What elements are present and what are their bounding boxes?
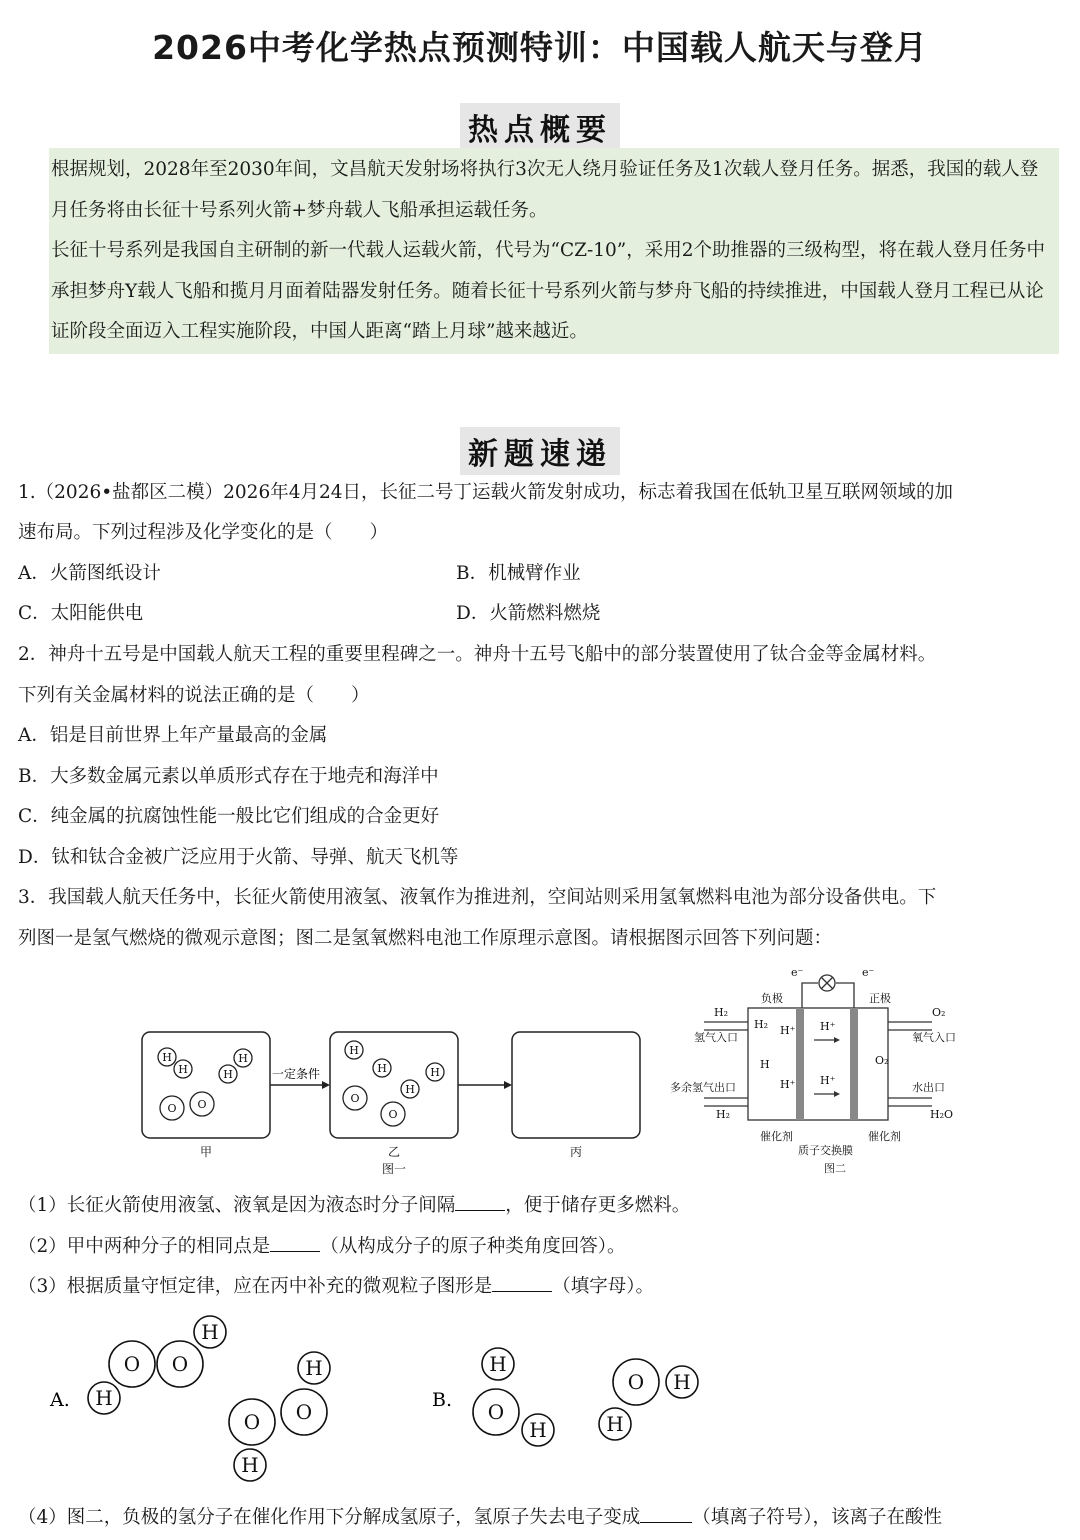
- h-ion-label: H⁺: [780, 1078, 796, 1091]
- atom-h: H: [529, 1418, 547, 1442]
- atom-label-h: H: [377, 1062, 387, 1075]
- catalyst-label-left: 催化剂: [760, 1130, 793, 1143]
- q2-option-c: C．纯金属的抗腐蚀性能一般比它们组成的合金更好: [18, 806, 440, 827]
- anode-label: 负极: [761, 992, 783, 1005]
- atom-o: O: [627, 1370, 645, 1394]
- atom-o: O: [295, 1400, 313, 1424]
- q3-sub3: [18, 1272, 654, 1298]
- atom-label-h: H: [223, 1068, 233, 1081]
- option-a-label: A.: [50, 1389, 70, 1411]
- atom-label-h: H: [430, 1066, 440, 1079]
- h2-molecule-label: H₂: [754, 1018, 769, 1031]
- section-heading-questions-text: 新题速递: [460, 427, 620, 475]
- h2-inlet-label: 氢气入口: [694, 1031, 738, 1044]
- box-bing: [512, 1032, 640, 1138]
- h2-inlet-formula: H₂: [714, 1006, 729, 1019]
- electron-label-left: e⁻: [791, 966, 804, 979]
- page-title: 2026中考化学热点预测特训：中国载人航天与登月: [152, 28, 928, 67]
- q2-option-d: D．钛和钛合金被广泛应用于火箭、导弹、航天飞机等: [18, 847, 459, 868]
- cathode-label: 正极: [869, 992, 891, 1005]
- atom-label-h: H: [238, 1052, 248, 1065]
- q3-sub4-tail: （填离子符号），该离子在酸性: [692, 1507, 943, 1528]
- atom-label-o: O: [388, 1108, 398, 1121]
- catalyst-left: [796, 1008, 804, 1120]
- q3-sub2-text: （2）甲中两种分子的相同点是: [18, 1236, 271, 1257]
- summary-paragraph: 长征十号系列是我国自主研制的新一代载人运载火箭，代号为“CZ-10”，采用2个助推器的三级构型，将在载人登月任务中承担梦舟Y载人飞船和揽月月面着陆器发射任务。随着长征十号系列火箭与梦舟飞船的持续推进，中国载人登月工程已从论证阶段全面迈入工程实施阶段，中国人距离“踏上月球”越来越近。: [51, 240, 1045, 342]
- atom-label-h: H: [405, 1083, 415, 1096]
- q3-sub4-text: （4）图二，负极的氢分子在催化作用下分解成氢原子，氢原子失去电子变成: [18, 1507, 641, 1528]
- box-label-jia: 甲: [199, 1145, 213, 1159]
- atom-o: O: [487, 1400, 505, 1424]
- q1-option-d: D．火箭燃料燃烧: [456, 603, 601, 624]
- arrow-condition-label: 一定条件: [272, 1067, 321, 1081]
- section-heading-questions: [0, 427, 1080, 475]
- electron-label-right: e⁻: [862, 966, 875, 979]
- figure-2-fuel-cell: [664, 964, 974, 1179]
- q2-option-a: A．铝是目前世界上年产量最高的金属: [18, 725, 328, 746]
- atom-h: H: [489, 1352, 507, 1376]
- h-ion-label: H⁺: [780, 1024, 796, 1037]
- wire-right: [836, 983, 854, 1008]
- h2-outlet-label: 多余氢气出口: [670, 1081, 736, 1094]
- atom-o: O: [123, 1352, 141, 1376]
- q3-options-diagram: [40, 1310, 720, 1490]
- o2-inlet-label: 氧气入口: [912, 1031, 956, 1044]
- atom-o: O: [243, 1410, 261, 1434]
- q3-stem-line2: 列图一是氢气燃烧的微观示意图；图二是氢氧燃料电池工作原理示意图。请根据图示回答下列问题：: [18, 928, 833, 949]
- q1-option-b: B．机械臂作业: [456, 563, 581, 584]
- q2-stem-line2: 下列有关金属材料的说法正确的是（ ）: [18, 685, 370, 706]
- atom-label-h: H: [349, 1044, 359, 1057]
- q3-sub1-text: （1）长征火箭使用液氢、液氧是因为液态时分子间隔: [18, 1195, 456, 1216]
- figure-1-caption: 图一: [381, 1162, 407, 1176]
- q3-sub2: [18, 1232, 626, 1258]
- q3-stem-line1: 3．我国载人航天任务中，长征火箭使用液氢、液氧作为推进剂，空间站则采用氢氧燃料电池为部分设备供电。下: [18, 887, 937, 908]
- box-label-bing: 丙: [569, 1145, 583, 1159]
- box-jia: [142, 1032, 270, 1138]
- wire-left: [802, 983, 818, 1008]
- q2-stem-line1: 2．神舟十五号是中国载人航天工程的重要里程碑之一。神舟十五号飞船中的部分装置使用了钛合金等金属材料。: [18, 644, 937, 665]
- membrane-label: 质子交换膜: [798, 1144, 853, 1157]
- atom-h: H: [95, 1386, 113, 1410]
- box-label-yi: 乙: [387, 1145, 401, 1159]
- atom-label-h: H: [178, 1063, 188, 1076]
- h2-outlet-formula: H₂: [716, 1108, 731, 1121]
- answer-blank[interactable]: [640, 1521, 692, 1523]
- o2-inlet-formula: O₂: [932, 1006, 946, 1019]
- figure-1-diagram: [130, 1020, 660, 1185]
- section-heading-summary: [0, 103, 1080, 151]
- catalyst-label-right: 催化剂: [868, 1130, 901, 1143]
- h-atom-label: H: [760, 1058, 770, 1071]
- h-ion-label: H⁺: [820, 1074, 836, 1087]
- atom-h: H: [201, 1320, 219, 1344]
- q1-option-c: C．太阳能供电: [18, 603, 144, 624]
- atom-h: H: [305, 1356, 323, 1380]
- atom-label-o: O: [197, 1098, 207, 1111]
- summary-paragraph: 根据规划，2028年至2030年间，文昌航天发射场将执行3次无人绕月验证任务及1次载人登月任务。据悉，我国的载人登月任务将由长征十号系列火箭+梦舟载人飞船承担运载任务。: [51, 159, 1039, 221]
- answer-blank[interactable]: [492, 1290, 552, 1292]
- option-b-label: B.: [432, 1389, 453, 1411]
- h-ion-label: H⁺: [820, 1020, 836, 1033]
- section-heading-summary-text: 热点概要: [460, 103, 620, 151]
- q2-option-b: B．大多数金属元素以单质形式存在于地壳和海洋中: [18, 766, 439, 787]
- atom-label-h: H: [162, 1051, 172, 1064]
- q1-option-a: A．火箭图纸设计: [18, 563, 161, 584]
- q3-sub2-tail: （从构成分子的原子种类角度回答）。: [320, 1236, 626, 1257]
- q3-sub1: [18, 1191, 690, 1217]
- q1-stem-line1: 1.（2026•盐都区二模）2026年4月24日，长征二号丁运载火箭发射成功，标志着我国在低轨卫星互联网领域的加: [18, 482, 954, 503]
- answer-blank[interactable]: [270, 1250, 320, 1252]
- q3-sub4: [18, 1503, 942, 1529]
- figure-2-caption: 图二: [824, 1162, 846, 1175]
- answer-blank[interactable]: [455, 1209, 505, 1211]
- atom-label-o: O: [167, 1102, 177, 1115]
- water-outlet-formula: H₂O: [930, 1108, 954, 1121]
- q3-sub3-tail: （填字母）。: [552, 1276, 655, 1297]
- q1-stem-line2: 速布局。下列过程涉及化学变化的是（ ）: [18, 522, 389, 543]
- atom-o: O: [171, 1352, 189, 1376]
- q3-sub3-text: （3）根据质量守恒定律，应在丙中补充的微观粒子图形是: [18, 1276, 493, 1297]
- atom-h: H: [606, 1412, 624, 1436]
- atom-h: H: [241, 1453, 259, 1477]
- atom-label-o: O: [350, 1092, 360, 1105]
- catalyst-right: [850, 1008, 858, 1120]
- atom-h: H: [673, 1370, 691, 1394]
- q3-sub1-tail: ，便于储存更多燃料。: [505, 1195, 691, 1216]
- summary-box: [49, 148, 1059, 354]
- o2-chamber-label: O₂: [875, 1054, 889, 1067]
- water-outlet-label: 水出口: [912, 1081, 945, 1094]
